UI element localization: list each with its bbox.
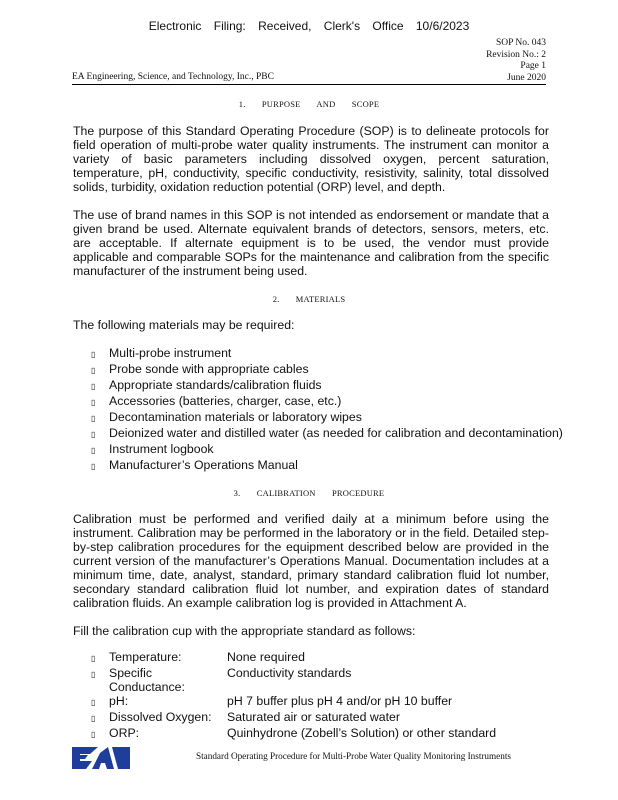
header-rule [72,84,546,85]
filing-stamp: Electronic Filing: Received, Clerk's Office 10/6/2023 [148,19,470,33]
purpose-paragraph-2: The use of brand names in this SOP is not intended as endorsement or mandate that a given brand be used. Alternate equivalent brands of detectors, sensors, meters, etc. are acceptable. If alternate equipment is to be used, the vendor must provide applicable and comparable SOPs for the maintenance and calibration from the specific manufacturer of the instrument being used. [73,208,549,278]
list-item: ▯ Instrument logbook [91,442,214,456]
list-item: ▯ Accessories (batteries, charger, case, etc.) [91,394,342,408]
materials-intro: The following materials may be required: [73,318,295,332]
list-item: ▯ Specific Conductance: Conductivity standards [91,666,352,694]
bullet-icon: ▯ [91,462,96,471]
bullet-icon: ▯ [91,446,96,455]
list-item: ▯ ORP: Quinhydrone (Zobell’s Solution) or other standard [91,726,497,740]
list-item: ▯ Temperature: None required [91,650,305,664]
sop-number: SOP No. 043 [495,38,546,48]
list-item: ▯ Decontamination materials or laboratory wipes [91,410,362,424]
materials-list [91,346,563,474]
list-item: ▯ Dissolved Oxygen: Saturated air or saturated water [91,710,400,724]
revision-number: Revision No.: 2 [486,49,546,60]
calibration-paragraph-1: Calibration must be performed and verified daily at a minimum before using the instrument. Calibration may be performed in the laboratory or in the field. Detailed step-by-step calibration procedures for the equipment described below are provided in the current version of the manufacturer’s Operations Manual. Documentation includes at a minimum time, date, analyst, standard, primary standard calibration fluid lot number, secondary standard calibration fluid lot number, and expiration dates of standard calibration fluids. An example calibration log is provided in Attachment A. [73,512,549,610]
list-item: ▯ Probe sonde with appropriate cables [91,362,309,376]
purpose-paragraph-1: The purpose of this Standard Operating Procedure (SOP) is to delineate protocols for field operation of multi-probe water quality instruments. The instrument can monitor a variety of basic parameters including dissolved oxygen, percent saturation, temperature, pH, conductivity, specific conductivity, resistivity, salinity, total dissolved solids, turbidity, oxidation reduction potential (ORP) level, and depth. [73,124,549,194]
header-date: June 2020 [507,72,546,83]
bullet-icon: ▯ [91,382,96,391]
section-heading-purpose: 1. PURPOSE AND SCOPE [238,99,380,109]
list-item: ▯ pH: pH 7 buffer plus pH 4 and/or pH 10 buffer [91,694,453,708]
bullet-icon: ▯ [91,398,96,407]
list-item: ▯ Multi-probe instrument [91,346,232,360]
list-item: ▯ Manufacturer’s Operations Manual [91,458,298,472]
bullet-icon: ▯ [91,714,96,723]
page-number: Page 1 [520,61,546,71]
bullet-icon: ▯ [91,730,96,739]
calibration-paragraph-2: Fill the calibration cup with the appropriate standard as follows: [73,624,416,638]
bullet-icon: ▯ [91,654,96,663]
page-footer: Standard Operating Procedure for Multi-Probe Water Quality Monitoring Instruments [196,751,511,761]
list-item: ▯ Appropriate standards/calibration fluids [91,378,322,392]
bullet-icon: ▯ [91,350,96,359]
ea-logo [72,747,130,769]
bullet-icon: ▯ [91,698,96,707]
list-item: ▯ Deionized water and distilled water (as needed for calibration and decontamination) [91,426,563,440]
bullet-icon: ▯ [91,366,96,375]
standards-list [91,650,496,742]
bullet-icon: ▯ [91,670,96,679]
section-heading-materials: 2. MATERIALS [272,294,346,304]
bullet-icon: ▯ [91,414,96,423]
section-heading-calibration: 3. CALIBRATION PROCEDURE [233,488,385,498]
company-name: EA Engineering, Science, and Technology, Inc., PBC [72,72,274,82]
bullet-icon: ▯ [91,430,96,439]
header-block [486,38,546,84]
